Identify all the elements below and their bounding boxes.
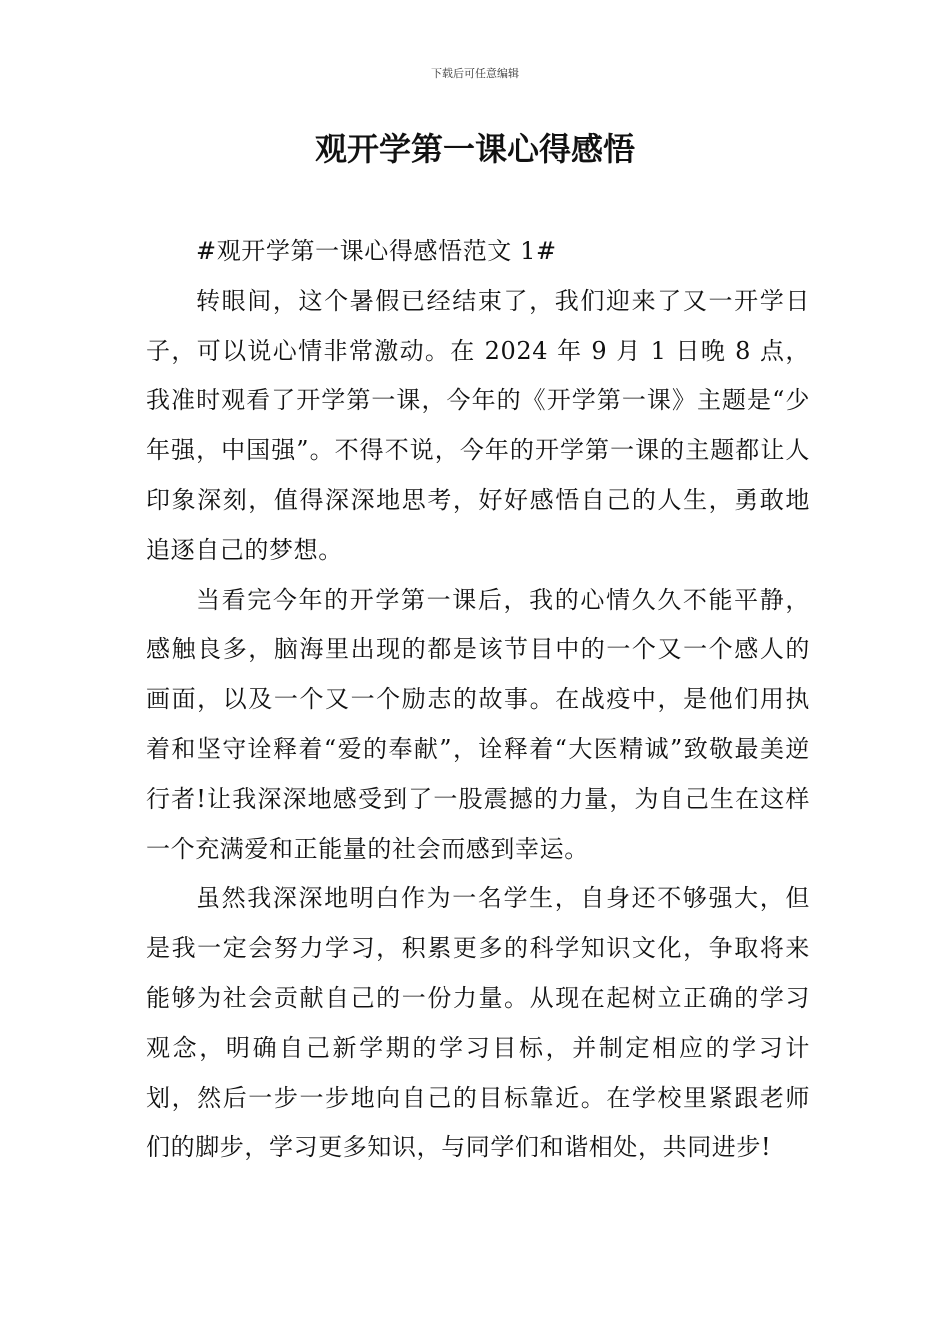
header-note: 下载后可任意编辑 bbox=[431, 67, 519, 80]
document-body bbox=[146, 227, 810, 1173]
paragraph-1: 转眼间，这个暑假已经结束了，我们迎来了又一开学日子，可以说心情非常激动。在 2024 年 9 月 1 日晚 8 点，我准时观看了开学第一课，今年的《开学第一课》主题是“少年强，中国强”。不得不说，今年的开学第一课的主题都让人印象深刻，值得深深地思考，好好感悟自己的人生，勇敢地追逐自己的梦想。 bbox=[146, 286, 810, 564]
document-title: 观开学第一课心得感悟 bbox=[314, 130, 635, 168]
paragraph-3: 虽然我深深地明白作为一名学生，自身还不够强大，但是我一定会努力学习，积累更多的科学知识文化，争取将来能够为社会贡献自己的一份力量。从现在起树立正确的学习观念，明确自己新学期的学习目标，并制定相应的学习计划，然后一步一步地向自己的目标靠近。在学校里紧跟老师们的脚步，学习更多知识，与同学们和谐相处，共同进步! bbox=[146, 884, 810, 1162]
section-heading: #观开学第一课心得感悟范文 1# bbox=[196, 237, 557, 265]
paragraph-2: 当看完今年的开学第一课后，我的心情久久不能平静，感触良多，脑海里出现的都是该节目中的一个又一个感人的画面，以及一个又一个励志的故事。在战疫中，是他们用执着和坚守诠释着“爱的奉献”，诠释着“大医精诚”致敬最美逆行者!让我深深地感受到了一股震撼的力量，为自己生在这样一个充满爱和正能量的社会而感到幸运。 bbox=[146, 585, 810, 863]
